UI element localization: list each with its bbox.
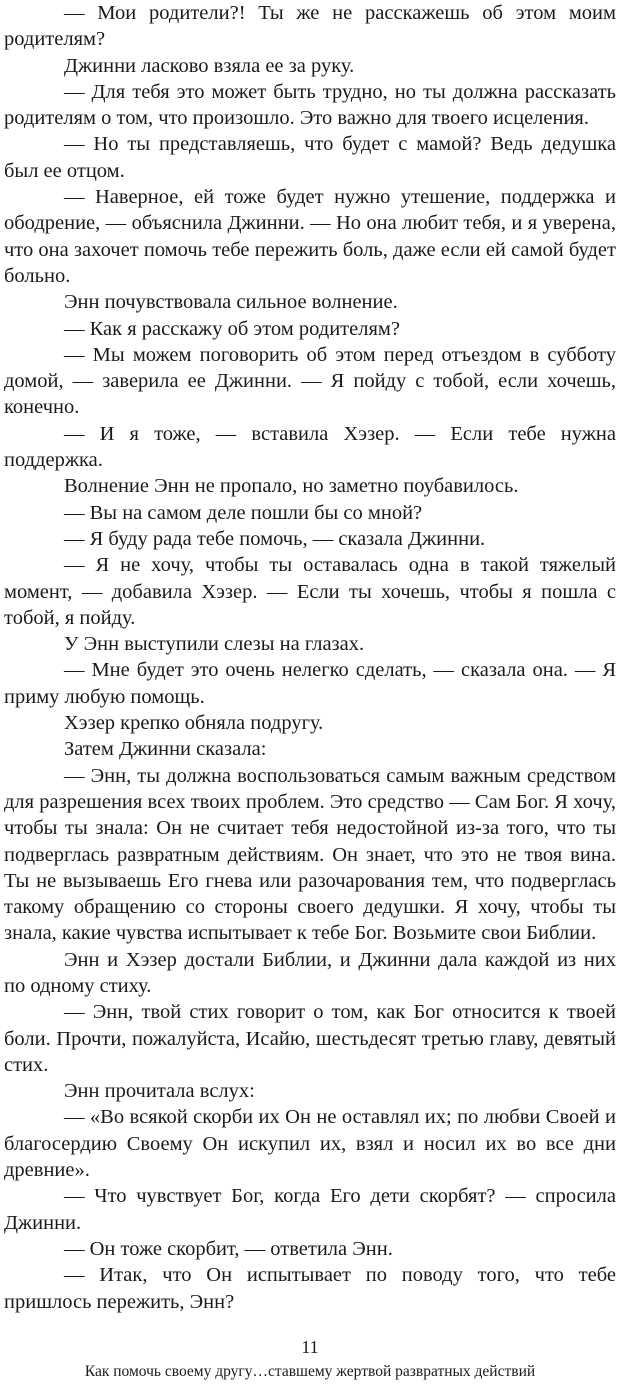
paragraph: — Что чувствует Бог, когда Его дети скорбят? — спросила Джинни. — [4, 1185, 616, 1234]
paragraph: — Но ты представляешь, что будет с мамой? Ведь дедушка был ее отцом. — [4, 133, 616, 182]
paragraph: Джинни ласково взяла ее за руку. — [64, 54, 355, 77]
paragraph: — Мне будет это очень нелегко сделать, — сказала она. — Я приму любую помощь. — [4, 659, 616, 708]
paragraph: — Мы можем поговорить об этом перед отъездом в субботу домой, — заверила ее Джинни. — Я пойду с тобой, если хочешь, конечно. — [4, 343, 616, 419]
paragraph: Хэзер крепко обняла подругу. — [64, 712, 324, 735]
paragraph: Энн прочитала вслух: — [64, 1080, 255, 1103]
paragraph: У Энн выступили слезы на глазах. — [64, 633, 365, 656]
paragraph: — Он тоже скорбит, — ответила Энн. — [64, 1237, 393, 1260]
paragraph: — Как я расскажу об этом родителям? — [64, 317, 400, 340]
paragraph: — Вы на самом деле пошли бы со мной? — [64, 501, 423, 524]
page-number: 11 — [301, 1337, 319, 1357]
paragraph: — Итак, что Он испытывает по поводу того, что тебе пришлось пережить, Энн? — [4, 1264, 616, 1313]
paragraph: — Я буду рада тебе помочь, — сказала Джинни. — [64, 527, 486, 550]
running-footer: Как помочь своему другу…ставшему жертвой развратных действий — [84, 1363, 536, 1380]
body-text — [4, 0, 616, 1315]
paragraph: Затем Джинни сказала: — [64, 738, 267, 761]
paragraph: Волнение Энн не пропало, но заметно поубавилось. — [64, 475, 519, 498]
paragraph: — Мои родители?! Ты же не расскажешь об этом моим родителям? — [4, 2, 616, 51]
paragraph: — Для тебя это может быть трудно, но ты должна рассказать родителям о том, что произошло. Это важно для твоего исцеления. — [4, 80, 616, 130]
paragraph: — «Во всякой скорби их Он не оставлял их; по любви Своей и благосердию Своему Он искупил их, взял и носил их во все дни древние». — [4, 1106, 616, 1182]
paragraph: — Энн, твой стих говорит о том, как Бог относится к твоей боли. Прочти, пожалуйста, Исайю, шестьдесят третью главу, девятый стих. — [4, 1001, 616, 1076]
paragraph: — Наверное, ей тоже будет нужно утешение, поддержка и ободрение, — объяснила Джинни. — Но она любит тебя, и я уверена, что она захочет помочь тебе пережить боль, даже если ей самой будет больно. — [4, 186, 616, 287]
paragraph: — И я тоже, — вставила Хэзер. — Если тебе нужна поддержка. — [4, 422, 616, 472]
paragraph: Энн и Хэзер достали Библии, и Джинни дала каждой из них по одному стиху. — [4, 948, 616, 997]
paragraph: Энн почувствовала сильное волнение. — [64, 291, 398, 314]
paragraph: — Я не хочу, чтобы ты оставалась одна в такой тяжелый момент, — добавила Хэзер. — Если ты хочешь, чтобы я пошла с тобой, я пойду. — [4, 554, 616, 629]
paragraph: — Энн, ты должна воспользоваться самым важным средством для разрешения всех твоих проблем. Это средство — Сам Бог. Я хочу, чтобы ты знала: Он не считает тебя недостойной из-за того, что ты подверглась развратным действиям. Он знает, что это не твоя вина. Ты не вызываешь Его гнева или разочарования тем, что подверглась такому обращению со стороны своего дедушки. Я хочу, чтобы ты знала, какие чувства испытывает к тебе Бог. Возьмите свои Библии. — [4, 764, 616, 945]
